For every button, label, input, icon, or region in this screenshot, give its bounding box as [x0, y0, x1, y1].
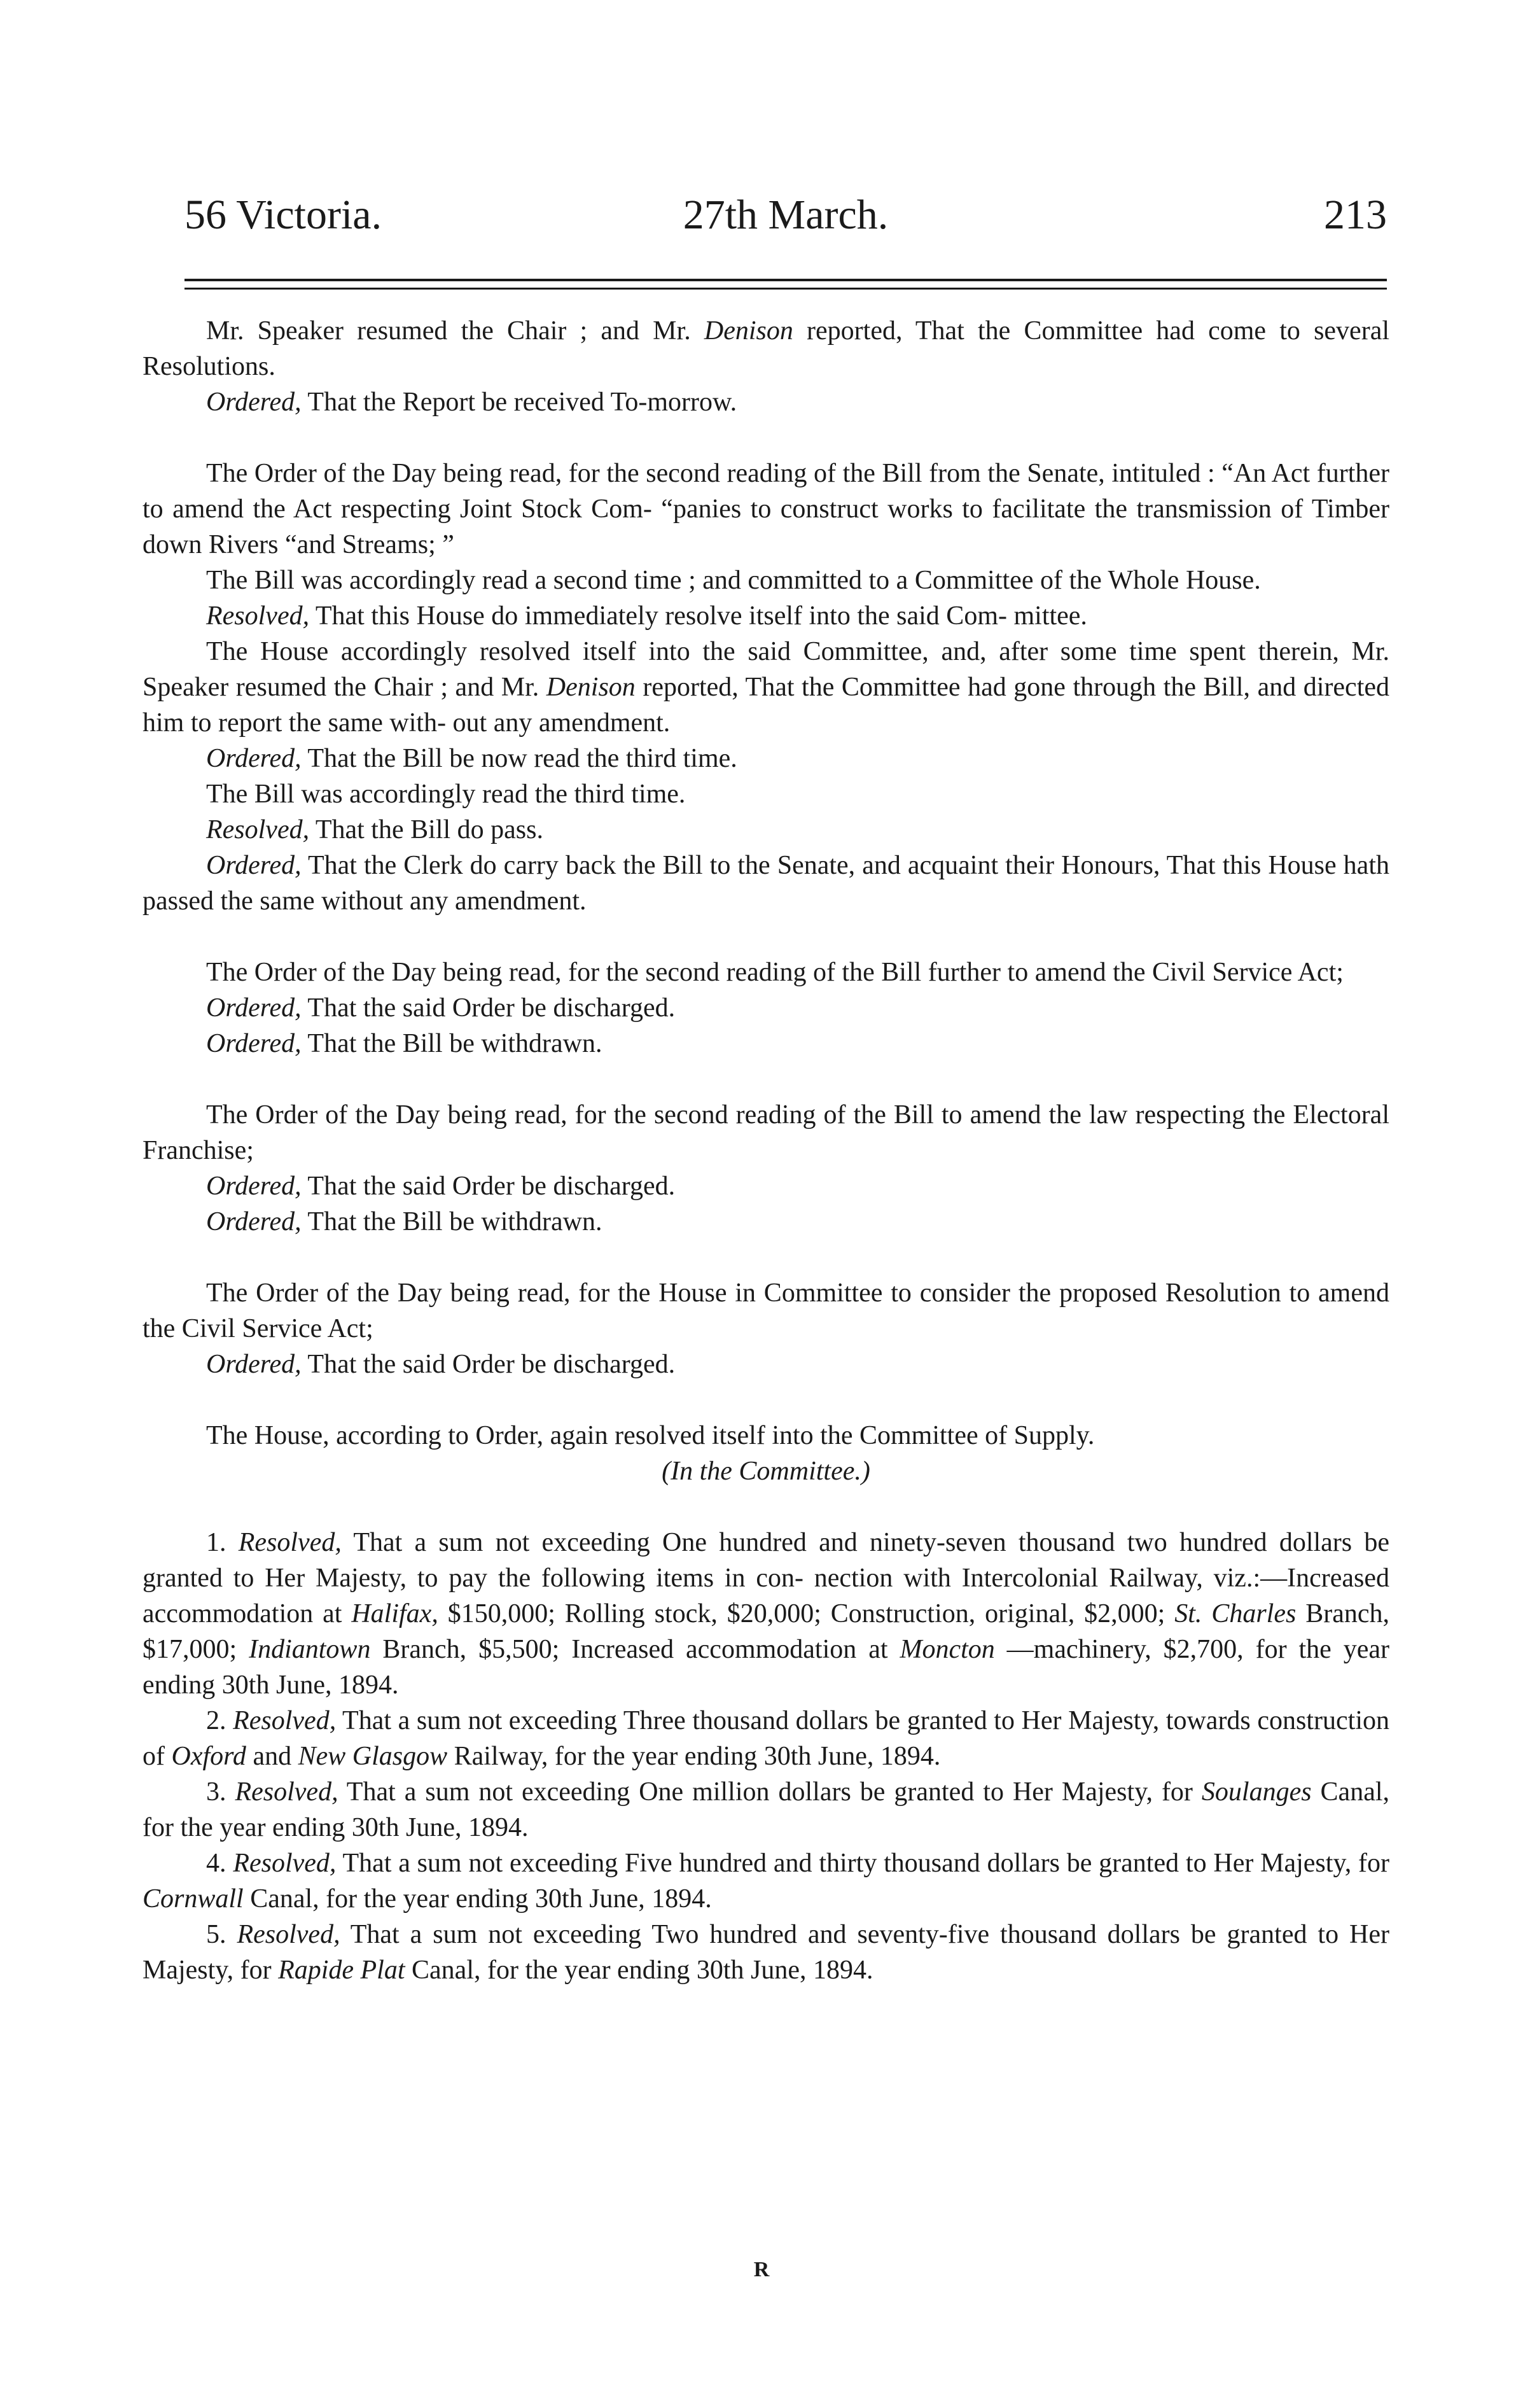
text-run: That the said Order be discharged. — [301, 993, 676, 1023]
journal-body — [143, 313, 1389, 1988]
paragraph — [143, 812, 1389, 848]
paragraph — [143, 1525, 1389, 1703]
paragraph — [143, 1453, 1389, 1489]
text-run: reported, That the Committee had gone through the Bill, and directed him to report the same with- out any amendment. — [143, 673, 1389, 738]
italic-text: Ordered, — [206, 388, 302, 417]
text-run: Mr. Speaker resumed the Chair ; and Mr. — [206, 316, 704, 346]
text-run: 1. — [206, 1528, 239, 1557]
paragraph — [143, 563, 1389, 598]
paragraph — [143, 1347, 1389, 1382]
italic-text: Ordered, — [206, 744, 302, 773]
italic-text: Resolved, — [237, 1920, 340, 1949]
header-rule-bottom — [184, 288, 1387, 290]
page-number: 213 — [1324, 192, 1387, 238]
text-run: That a sum not exceeding Five hundred and thirty thousand dollars be granted to Her Majesty, for — [336, 1849, 1389, 1878]
paragraph — [143, 1418, 1389, 1453]
paragraph — [143, 990, 1389, 1026]
paragraph — [143, 955, 1389, 990]
paragraph — [143, 598, 1389, 634]
text-run: Branch, $5,500; Increased accommodation at — [370, 1635, 900, 1664]
text-run: That the Bill do pass. — [309, 815, 543, 844]
italic-text: Oxford — [171, 1742, 246, 1771]
text-run: That the Bill be now read the third time. — [301, 744, 737, 773]
paragraph — [143, 313, 1389, 384]
text-run: That a sum not exceeding One million dollars be granted to Her Majesty, for — [338, 1777, 1202, 1807]
italic-text: Moncton — [900, 1635, 995, 1664]
running-header — [184, 191, 1387, 261]
italic-text: Resolved, — [206, 601, 310, 631]
text-run: That the said Order be discharged. — [301, 1350, 676, 1379]
italic-text: St. Charles — [1174, 1599, 1297, 1628]
paragraph — [143, 1845, 1389, 1917]
italic-text: New Glasgow — [298, 1742, 448, 1771]
text-run: Branch, $17,000; — [143, 1599, 1389, 1664]
text-run: $150,000; Rolling stock, $20,000; Construction, original, $2,000; — [438, 1599, 1175, 1628]
text-run: 5. — [206, 1920, 237, 1949]
text-run: —machinery, $2,700, for the year ending 30th June, 1894. — [143, 1635, 1389, 1700]
italic-text: Halifax, — [351, 1599, 438, 1628]
italic-text: Ordered, — [206, 1172, 302, 1201]
text-run: That the Report be received To-morrow. — [301, 388, 737, 417]
header-date: 27th March. — [683, 192, 889, 238]
italic-text: Soulanges — [1201, 1777, 1312, 1807]
paragraph — [143, 741, 1389, 776]
paragraph — [143, 1168, 1389, 1204]
italic-text: Indiantown — [249, 1635, 371, 1664]
text-run: The Order of the Day being read, for the second reading of the Bill from the Senate, intituled : “An Act further to amend the Act respecting Joint Stock Com- “panies to construct works to facilitate the transmission of Timber down Rivers “and Streams; ” — [143, 459, 1389, 559]
paragraph — [143, 1204, 1389, 1240]
italic-text: Resolved, — [238, 1528, 342, 1557]
italic-text: Rapide Plat — [278, 1956, 405, 1985]
italic-text: Denison — [546, 673, 636, 702]
text-run: The Bill was accordingly read a second time ; and committed to a Committee of the Whole House. — [206, 566, 1261, 595]
paragraph — [143, 634, 1389, 741]
italic-text: Cornwall — [143, 1884, 244, 1914]
italic-text: Ordered, — [206, 851, 302, 880]
paragraph — [143, 384, 1389, 420]
text-run: reported, That the Committee had come to several Resolutions. — [143, 316, 1389, 381]
text-run: The Order of the Day being read, for the House in Committee to consider the proposed Resolution to amend the Civil Service Act; — [143, 1278, 1389, 1343]
text-run: That the Bill be withdrawn. — [301, 1029, 602, 1058]
text-run: 2. — [206, 1706, 233, 1735]
text-run: The Order of the Day being read, for the second reading of the Bill to amend the law respecting the Electoral Franchise; — [143, 1100, 1389, 1165]
text-run: That a sum not exceeding Two hundred and seventy-five thousand dollars be granted to Her Majesty, for — [143, 1920, 1390, 1985]
italic-text: Ordered, — [206, 993, 302, 1023]
italic-text: Resolved, — [206, 815, 310, 844]
text-run: The Bill was accordingly read the third time. — [206, 780, 686, 809]
text-run: Railway, for the year ending 30th June, 1894. — [447, 1742, 941, 1771]
italic-text: Ordered, — [206, 1029, 302, 1058]
italic-text: (In the Committee.) — [662, 1457, 870, 1486]
text-run: and — [246, 1742, 298, 1771]
text-run: Canal, for the year ending 30th June, 1894. — [405, 1956, 873, 1985]
italic-text: Resolved, — [233, 1849, 337, 1878]
paragraph — [143, 1275, 1389, 1347]
text-run: That this House do immediately resolve itself into the said Com- mittee. — [309, 601, 1087, 631]
text-run: That the Clerk do carry back the Bill to the Senate, and acquaint their Honours, That this House hath passed the same without any amendment. — [143, 851, 1389, 916]
signature-mark: R — [753, 2258, 770, 2281]
text-run: 4. — [206, 1849, 233, 1878]
text-run: That the Bill be withdrawn. — [301, 1207, 602, 1236]
text-run: Canal, for the year ending 30th June, 1894. — [143, 1777, 1390, 1842]
paragraph — [143, 1097, 1389, 1168]
text-run: The House accordingly resolved itself into the said Committee, and, after some time spent therein, Mr. Speaker resumed the Chair ; and Mr. — [143, 637, 1389, 702]
paragraph — [143, 456, 1389, 563]
text-run: The House, according to Order, again resolved itself into the Committee of Supply. — [206, 1421, 1095, 1450]
paragraph — [143, 1774, 1389, 1845]
header-rule-top — [184, 279, 1387, 281]
text-run: The Order of the Day being read, for the second reading of the Bill further to amend the Civil Service Act; — [206, 958, 1344, 987]
italic-text: Resolved, — [233, 1706, 337, 1735]
italic-text: Denison — [704, 316, 793, 346]
paragraph — [143, 1026, 1389, 1061]
text-run: That the said Order be discharged. — [301, 1172, 676, 1201]
italic-text: Ordered, — [206, 1350, 302, 1379]
paragraph — [143, 776, 1389, 812]
text-run: 3. — [206, 1777, 235, 1807]
text-run: That a sum not exceeding One hundred and ninety-seven thousand two hundred dollars be granted to Her Majesty, to pay the following items in con- nection with Intercolonial Railway, viz.:—Increased accommodation at — [143, 1528, 1390, 1628]
paragraph — [143, 1703, 1389, 1774]
italic-text: Resolved, — [235, 1777, 338, 1807]
text-run: That a sum not exceeding Three thousand dollars be granted to Her Majesty, towards construction of — [143, 1706, 1389, 1771]
italic-text: Ordered, — [206, 1207, 302, 1236]
header-session: 56 Victoria. — [184, 192, 382, 238]
text-run: Canal, for the year ending 30th June, 1894. — [243, 1884, 712, 1914]
paragraph — [143, 1917, 1389, 1988]
paragraph — [143, 848, 1389, 919]
